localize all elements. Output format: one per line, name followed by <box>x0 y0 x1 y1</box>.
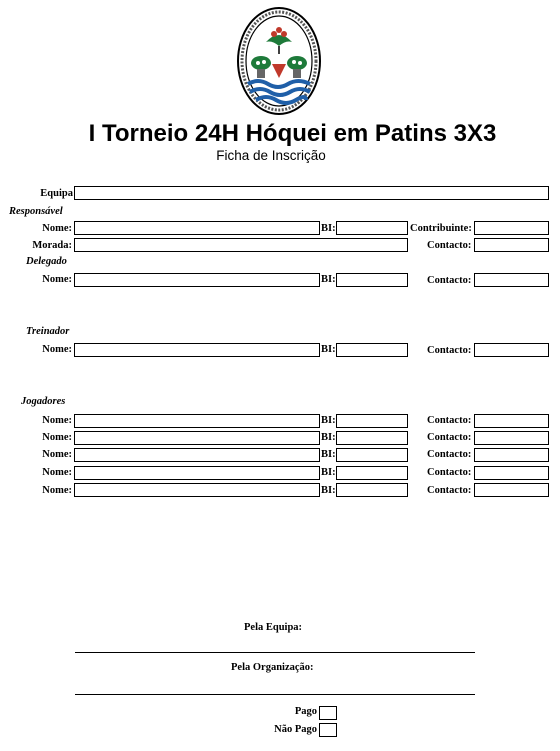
treinador-bi-field[interactable] <box>336 343 408 357</box>
delegado-bi-field[interactable] <box>336 273 408 287</box>
nao-pago-checkbox[interactable] <box>319 723 337 737</box>
jogador-5-nome-label: Nome: <box>42 485 72 496</box>
pela-equipa-signature-line[interactable] <box>75 652 475 653</box>
pela-organizacao-signature-line[interactable] <box>75 694 475 695</box>
delegado-nome-label: Nome: <box>42 274 72 285</box>
equipa-label: Equipa <box>40 188 73 199</box>
jogador-2-bi-label: BI: <box>321 432 336 443</box>
section-jogadores: Jogadores <box>21 396 66 407</box>
page-title: I Torneio 24H Hóquei em Patins 3X3 <box>88 120 497 147</box>
responsavel-contribuinte-label: Contribuinte: <box>410 223 472 234</box>
section-delegado: Delegado <box>26 256 67 267</box>
responsavel-bi-label: BI: <box>321 223 336 234</box>
responsavel-contribuinte-field[interactable] <box>474 221 549 235</box>
jogador-3-contacto-field[interactable] <box>474 448 549 462</box>
jogador-4-contacto-label: Contacto: <box>427 467 472 478</box>
jogador-4-nome-label: Nome: <box>42 467 72 478</box>
jogador-3-bi-field[interactable] <box>336 448 408 462</box>
delegado-nome-field[interactable] <box>74 273 320 287</box>
jogador-2-contacto-field[interactable] <box>474 431 549 445</box>
jogador-4-contacto-field[interactable] <box>474 466 549 480</box>
jogador-5-nome-field[interactable] <box>74 483 320 497</box>
jogador-2-contacto-label: Contacto: <box>427 432 472 443</box>
treinador-nome-label: Nome: <box>42 344 72 355</box>
jogador-1-bi-label: BI: <box>321 415 336 426</box>
responsavel-contacto-field[interactable] <box>474 238 549 252</box>
pago-label: Pago <box>294 706 317 717</box>
jogador-2-nome-field[interactable] <box>74 431 320 445</box>
pela-equipa-label: Pela Equipa: <box>244 622 303 633</box>
nao-pago-label: Não Pago <box>274 724 317 735</box>
jogador-1-contacto-label: Contacto: <box>427 415 472 426</box>
treinador-nome-field[interactable] <box>74 343 320 357</box>
jogador-5-contacto-field[interactable] <box>474 483 549 497</box>
delegado-contacto-label: Contacto: <box>427 275 472 286</box>
club-crest-logo <box>236 6 322 116</box>
responsavel-bi-field[interactable] <box>336 221 408 235</box>
jogador-1-bi-field[interactable] <box>336 414 408 428</box>
page-subtitle: Ficha de Inscrição <box>216 148 326 163</box>
section-responsavel: Responsável <box>9 206 63 217</box>
treinador-contacto-field[interactable] <box>474 343 549 357</box>
jogador-1-nome-field[interactable] <box>74 414 320 428</box>
crest-icon <box>236 6 322 116</box>
jogador-5-contacto-label: Contacto: <box>427 485 472 496</box>
equipa-field[interactable] <box>74 186 549 200</box>
pago-checkbox[interactable] <box>319 706 337 720</box>
jogador-4-bi-label: BI: <box>321 467 336 478</box>
section-treinador: Treinador <box>26 326 70 337</box>
jogador-1-nome-label: Nome: <box>42 415 72 426</box>
treinador-bi-label: BI: <box>321 344 336 355</box>
jogador-4-nome-field[interactable] <box>74 466 320 480</box>
responsavel-nome-field[interactable] <box>74 221 320 235</box>
pela-organizacao-label: Pela Organização: <box>231 662 314 673</box>
treinador-contacto-label: Contacto: <box>427 345 472 356</box>
delegado-bi-label: BI: <box>321 274 336 285</box>
jogador-4-bi-field[interactable] <box>336 466 408 480</box>
jogador-3-nome-field[interactable] <box>74 448 320 462</box>
responsavel-morada-field[interactable] <box>74 238 408 252</box>
jogador-5-bi-label: BI: <box>321 485 336 496</box>
responsavel-nome-label: Nome: <box>42 223 72 234</box>
jogador-2-bi-field[interactable] <box>336 431 408 445</box>
responsavel-morada-label: Morada: <box>32 240 72 251</box>
jogador-2-nome-label: Nome: <box>42 432 72 443</box>
responsavel-contacto-label: Contacto: <box>427 240 472 251</box>
jogador-3-bi-label: BI: <box>321 449 336 460</box>
jogador-1-contacto-field[interactable] <box>474 414 549 428</box>
jogador-3-nome-label: Nome: <box>42 449 72 460</box>
jogador-3-contacto-label: Contacto: <box>427 449 472 460</box>
jogador-5-bi-field[interactable] <box>336 483 408 497</box>
delegado-contacto-field[interactable] <box>474 273 549 287</box>
